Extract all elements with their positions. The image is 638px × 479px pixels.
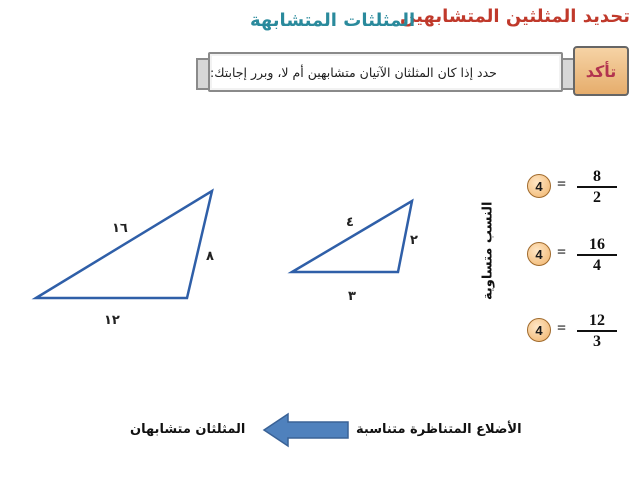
fraction (577, 236, 617, 276)
conclusion-premise: الأضلاع المتناظرة متناسبة (356, 422, 522, 437)
topic-title: تحديد المثلثين المتشابهين (399, 6, 630, 27)
large-side-b-label: ٨ (206, 249, 214, 264)
equals-sign: = (557, 320, 567, 337)
check-badge: تأكد (573, 46, 629, 96)
fraction-denominator: 3 (593, 333, 601, 350)
small-triangle (292, 201, 412, 272)
fraction-numerator: 16 (577, 236, 617, 256)
conclusion-result: المثلثان متشابهان (130, 422, 246, 437)
ratio-row (527, 236, 633, 286)
left-arrow-icon (262, 410, 352, 450)
lesson-title: المثلثات المتشابهة (250, 10, 416, 31)
large-side-c-label: ١٢ (104, 313, 120, 328)
instruction-text: حدد إذا كان المثلثان الآتيان متشابهين أم لا، وبرر إجابتك: (210, 64, 497, 80)
fraction (577, 168, 617, 208)
equals-sign: = (557, 176, 567, 193)
fraction-numerator: 12 (577, 312, 617, 332)
ratio-result-badge: 4 (527, 318, 551, 342)
large-side-a-label: ١٦ (112, 221, 128, 236)
fraction-denominator: 4 (593, 257, 601, 274)
fraction-numerator: 8 (577, 168, 617, 188)
ratio-row (527, 312, 633, 362)
small-side-a-label: ٤ (346, 215, 354, 230)
small-side-c-label: ٣ (348, 289, 356, 304)
fraction (577, 312, 617, 352)
ratios-equal-label: النسب متساوية (480, 201, 496, 301)
equals-sign: = (557, 244, 567, 261)
ratio-result-badge: 4 (527, 174, 551, 198)
ratio-result-badge: 4 (527, 242, 551, 266)
fraction-denominator: 2 (593, 189, 601, 206)
small-side-b-label: ٢ (410, 233, 418, 248)
large-triangle (36, 191, 212, 298)
ratio-row (527, 168, 633, 218)
